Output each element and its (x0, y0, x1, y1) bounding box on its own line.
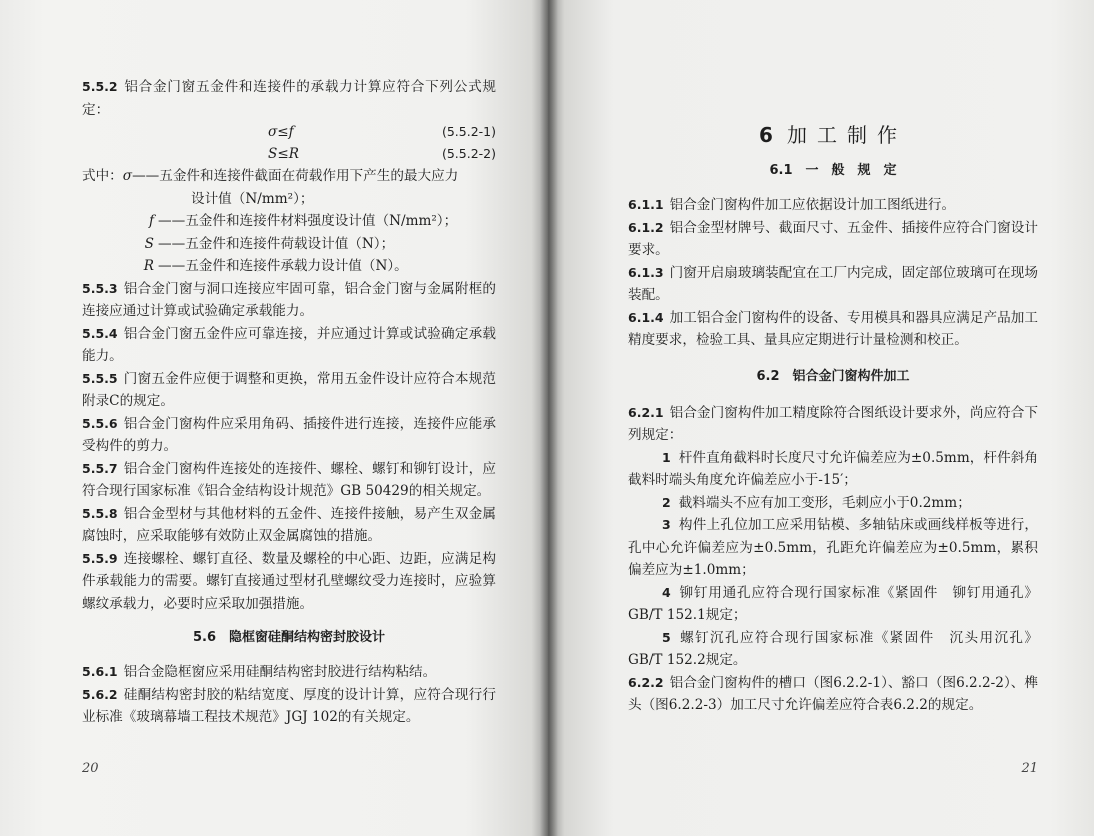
def-S: S ——五金件和连接件荷载设计值（N）； (144, 235, 395, 252)
clause-6-1-1: 6.1.1 铝合金门窗构件加工应依据设计加工图纸进行。 (628, 197, 956, 213)
right-page (548, 0, 1094, 836)
section-heading-6-2: 6.2 铝合金门窗构件加工 (756, 368, 910, 384)
def-sigma: 式中：σ——五金件和连接件截面在荷载作用下产生的最大应力 (82, 168, 459, 184)
clause-5-5-6: 5.5.6 铝合金门窗构件应采用角码、插接件进行连接，连接件应能承受构件的剪力。 (82, 415, 496, 454)
symbol-definitions (82, 165, 496, 278)
clause-6-2-2: 6.2.2 铝合金门窗构件的槽口（图6.2.2-1）、豁口（图6.2.2-2）、榫头（图6.2.2-3）加工尺寸允许偏差应符合表6.2.2的规定。 (628, 674, 1038, 713)
page-number-right: 21 (1021, 761, 1038, 776)
chapter-heading: 6 加工制作 (759, 123, 907, 147)
list-item-2: 2 截料端头不应有加工变形，毛刺应小于0.2mm； (662, 494, 971, 511)
list-item-1: 1 杆件直角截料时长度尺寸允许偏差应为±0.5mm，杆件斜角截料时端头角度允许偏差应小于-15′； (628, 449, 1038, 488)
formula-5-5-2-1: σ≤f (5.5.2-1) (268, 124, 496, 140)
section-heading-5-6: 5.6 隐框窗硅酮结构密封胶设计 (192, 630, 386, 645)
def-sigma-cont: 设计值（N/mm²）； (191, 190, 314, 207)
book-gutter-shadow (540, 0, 558, 836)
list-item-5: 5 螺钉沉孔应符合现行国家标准《紧固件 沉头用沉孔》GB/T 152.2规定。 (628, 629, 1038, 668)
clause-5-5-4: 5.5.4 铝合金门窗五金件应可靠连接，并应通过计算或试验确定承载能力。 (82, 325, 496, 364)
clause-5-5-9: 5.5.9 连接螺栓、螺钉直径、数量及螺栓的中心距、边距，应满足构件承载能力的需要。螺钉直接通过型材孔壁螺纹受力连接时，应验算螺纹承载力，必要时应采取加强措施。 (82, 550, 496, 612)
def-f: f ——五金件和连接件材料强度设计值（N/mm²）； (148, 213, 458, 229)
def-R: R ——五金件和连接件承载力设计值（N）。 (143, 258, 408, 274)
clause-5-5-7: 5.5.7 铝合金门窗构件连接处的连接件、螺栓、螺钉和铆钉设计，应符合现行国家标准《铝合金结构设计规范》GB 50429的相关规定。 (82, 460, 496, 499)
clause-6-1-3: 6.1.3 门窗开启扇玻璃装配宜在工厂内完成，固定部位玻璃可在现场装配。 (628, 264, 1038, 303)
clause-5-5-2: 5.5.2 铝合金门窗五金件和连接件的承载力计算应符合下列公式规定： (82, 79, 496, 118)
clause-5-5-3: 5.5.3 铝合金门窗与洞口连接应牢固可靠，铝合金门窗与金属附框的连接应通过计算或试验确定承载能力。 (82, 280, 496, 319)
formula-5-5-2-2: S≤R (5.5.2-2) (268, 146, 496, 162)
list-item-3: 3 构件上孔位加工应采用钻模、多轴钻床或画线样板等进行，孔中心允许偏差应为±0.5mm，孔距允许偏差应为±0.5mm，累积偏差应为±1.0mm； (628, 517, 1038, 578)
clause-5-6-1: 5.6.1 铝合金隐框窗应采用硅酮结构密封胶进行结构粘结。 (82, 664, 437, 680)
clause-6-2-1: 6.2.1 铝合金门窗构件加工精度除符合图纸设计要求外，尚应符合下列规定： (628, 404, 1038, 443)
clause-6-1-4: 6.1.4 加工铝合金门窗构件的设备、专用模具和器具应满足产品加工精度要求，检验工具、量具应定期进行计量检测和校正。 (628, 309, 1038, 348)
clause-5-5-5: 5.5.5 门窗五金件应便于调整和更换，常用五金件设计应符合本规范附录C的规定。 (82, 370, 496, 409)
clause-6-1-2: 6.1.2 铝合金型材牌号、截面尺寸、五金件、插接件应符合门窗设计要求。 (628, 219, 1038, 258)
clause-5-5-8: 5.5.8 铝合金型材与其他材料的五金件、连接件接触，易产生双金属腐蚀时，应采取能够有效防止双金属腐蚀的措施。 (82, 505, 496, 544)
page-number-left: 20 (82, 761, 99, 776)
section-heading-6-1: 6.1 一 般 规 定 (769, 163, 897, 178)
clause-5-6-2: 5.6.2 硅酮结构密封胶的粘结宽度、厚度的设计计算，应符合现行行业标准《玻璃幕墙工程技术规范》JGJ 102的有关规定。 (82, 686, 496, 725)
list-item-4: 4 铆钉用通孔应符合现行国家标准《紧固件 铆钉用通孔》GB/T 152.1规定； (628, 584, 1038, 623)
